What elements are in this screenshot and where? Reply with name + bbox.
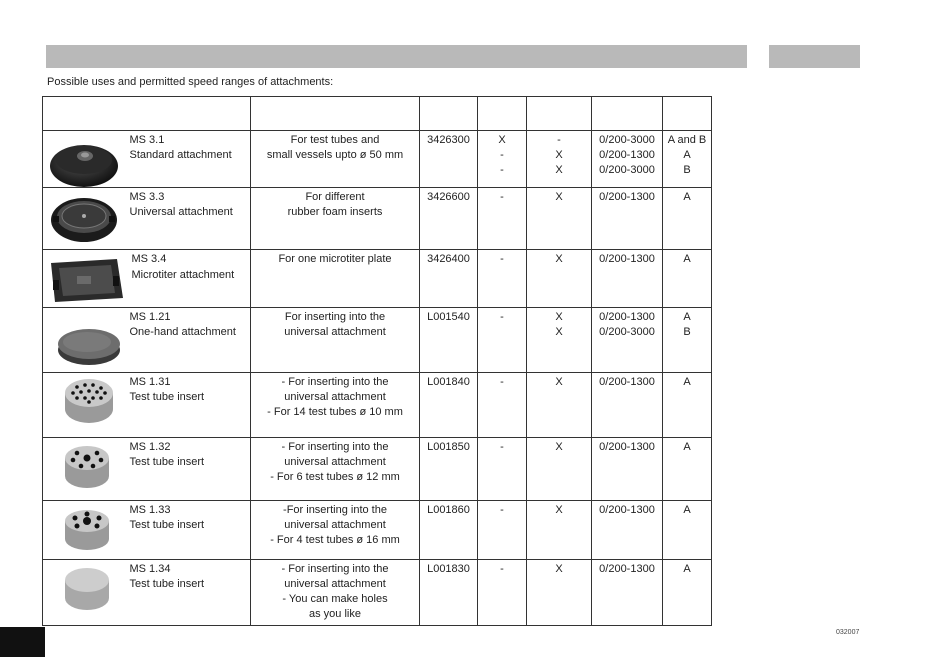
col4-value — [478, 560, 527, 626]
speed-range-line: 0/200-1300 — [599, 563, 655, 575]
mode-value-line: B — [683, 326, 691, 338]
col5-value-line: X — [555, 311, 563, 323]
use-description-line: - For inserting into the — [281, 376, 389, 388]
use-description — [251, 188, 420, 250]
use-description-line: rubber foam inserts — [287, 206, 383, 218]
attachment-type: Microtiter attachment — [131, 269, 235, 281]
speed-range — [592, 188, 663, 250]
col4-value-line: - — [500, 563, 504, 575]
use-description-line: universal attachment — [284, 578, 386, 590]
standard-attachment-icon — [49, 135, 119, 189]
mode-value — [663, 188, 712, 250]
attachment-model: MS 3.3 — [129, 191, 165, 203]
use-description — [251, 250, 420, 308]
mode-value-line: B — [683, 164, 691, 176]
use-description-line: - For 4 test tubes ø 16 mm — [270, 534, 400, 546]
use-description-line: small vessels upto ø 50 mm — [266, 149, 404, 161]
order-number: 3426400 — [420, 250, 478, 308]
use-description-line: - For 14 test tubes ø 10 mm — [267, 406, 403, 418]
col4-value-line: - — [500, 376, 504, 388]
col5-value — [527, 131, 592, 188]
use-description — [251, 131, 420, 188]
col4-value — [478, 188, 527, 250]
attachment-image-cell — [43, 131, 127, 188]
attachment-name-cell — [127, 188, 251, 250]
header-side-bar — [769, 45, 860, 68]
attachments-table — [42, 96, 712, 626]
table-row — [43, 438, 712, 501]
attachment-image-cell — [43, 501, 127, 560]
speed-range-line: 0/200-3000 — [599, 164, 655, 176]
attachment-type: Standard attachment — [129, 149, 232, 161]
mode-value — [663, 250, 712, 308]
col5-value-line: X — [555, 441, 563, 453]
microtiter-attachment-icon — [47, 254, 127, 306]
col4-value — [478, 308, 527, 373]
attachment-model: MS 1.31 — [129, 376, 171, 388]
col5-value — [527, 308, 592, 373]
attachment-image-cell — [43, 373, 127, 438]
table-row — [43, 188, 712, 250]
attachment-model: MS 3.1 — [129, 134, 165, 146]
mode-value — [663, 373, 712, 438]
attachment-type: Test tube insert — [129, 456, 205, 468]
speed-range — [592, 131, 663, 188]
mode-value — [663, 501, 712, 560]
header-bar — [46, 45, 747, 68]
use-description-line: - For 6 test tubes ø 12 mm — [270, 471, 400, 483]
col4-value-line: - — [500, 164, 504, 176]
speed-range — [592, 438, 663, 501]
attachment-type: Test tube insert — [129, 519, 205, 531]
order-number: 3426300 — [420, 131, 478, 188]
attachment-model: MS 3.4 — [131, 253, 167, 265]
col4-value-line: X — [498, 134, 506, 146]
col4-value-line: - — [500, 441, 504, 453]
use-description — [251, 373, 420, 438]
table-row — [43, 373, 712, 438]
col4-value-line: - — [500, 149, 504, 161]
mode-value-line: A — [683, 504, 691, 516]
attachment-image-cell — [43, 560, 127, 626]
speed-range — [592, 560, 663, 626]
use-description-line: For test tubes and — [290, 134, 380, 146]
col5-value-line: X — [555, 326, 563, 338]
mode-value-line: A — [683, 191, 691, 203]
col4-value-line: - — [500, 253, 504, 265]
test-tube-insert-14-icon — [63, 377, 115, 427]
attachment-type: Test tube insert — [129, 391, 205, 403]
order-number: L001860 — [420, 501, 478, 560]
table-row — [43, 501, 712, 560]
page-code: 032007 — [836, 629, 860, 636]
mode-value-line: A — [683, 376, 691, 388]
mode-value-line: A — [683, 311, 691, 323]
col4-value — [478, 438, 527, 501]
use-description-line: -For inserting into the — [283, 504, 387, 516]
col5-value — [527, 373, 592, 438]
universal-attachment-icon — [49, 192, 119, 246]
use-description-line: For different — [305, 191, 365, 203]
mode-value-line: A — [683, 441, 691, 453]
header-cell-attachment — [43, 97, 251, 131]
attachment-name-cell — [127, 131, 251, 188]
speed-range-line: 0/200-1300 — [599, 311, 655, 323]
col5-value-line: X — [555, 149, 563, 161]
col4-value — [478, 373, 527, 438]
speed-range-line: 0/200-1300 — [599, 191, 655, 203]
mode-value — [663, 131, 712, 188]
use-description-line: as you like — [309, 608, 361, 620]
attachment-model: MS 1.33 — [129, 504, 171, 516]
order-number: 3426600 — [420, 188, 478, 250]
col5-value-line: X — [555, 563, 563, 575]
speed-range-line: 0/200-3000 — [599, 326, 655, 338]
header-cell-col4 — [478, 97, 527, 131]
intro-text: Possible uses and permitted speed ranges of attachments: — [47, 76, 334, 88]
order-number: L001840 — [420, 373, 478, 438]
test-tube-insert-6-icon — [63, 442, 111, 492]
attachment-model: MS 1.32 — [129, 441, 171, 453]
mode-value-line: A — [683, 253, 691, 265]
use-description-line: - For inserting into the — [281, 563, 389, 575]
attachment-name-cell — [127, 560, 251, 626]
col4-value — [478, 131, 527, 188]
attachment-type: Universal attachment — [129, 206, 233, 218]
table-row — [43, 308, 712, 373]
use-description-line: For one microtiter plate — [278, 253, 392, 265]
col5-value-line: - — [557, 134, 561, 146]
header-cell-speed — [592, 97, 663, 131]
col4-value-line: - — [500, 504, 504, 516]
attachment-model: MS 1.21 — [129, 311, 171, 323]
mode-value — [663, 308, 712, 373]
col5-value — [527, 560, 592, 626]
table-row — [43, 131, 712, 188]
attachment-name-cell — [127, 250, 251, 308]
speed-range-line: 0/200-1300 — [599, 253, 655, 265]
attachment-model: MS 1.34 — [129, 563, 171, 575]
col4-value-line: - — [500, 191, 504, 203]
attachment-name-cell — [127, 438, 251, 501]
attachment-image-cell — [43, 250, 127, 308]
attachment-image-cell — [43, 188, 127, 250]
col4-value-line: - — [500, 311, 504, 323]
speed-range — [592, 308, 663, 373]
use-description — [251, 560, 420, 626]
speed-range — [592, 250, 663, 308]
order-number: L001830 — [420, 560, 478, 626]
use-description-line: universal attachment — [284, 456, 386, 468]
use-description-line: - You can make holes — [282, 593, 388, 605]
use-description — [251, 501, 420, 560]
header-cell-col5 — [527, 97, 592, 131]
use-description-line: universal attachment — [284, 519, 386, 531]
col5-value — [527, 438, 592, 501]
speed-range-line: 0/200-1300 — [599, 441, 655, 453]
corner-marker — [0, 627, 45, 657]
col5-value-line: X — [555, 253, 563, 265]
table-header-row — [43, 97, 712, 131]
col5-value — [527, 250, 592, 308]
col5-value-line: X — [555, 504, 563, 516]
mode-value-line: A — [683, 149, 691, 161]
speed-range-line: 0/200-3000 — [599, 134, 655, 146]
mode-value-line: A and B — [667, 134, 707, 146]
speed-range-line: 0/200-1300 — [599, 149, 655, 161]
col5-value-line: X — [555, 164, 563, 176]
col5-value — [527, 501, 592, 560]
attachment-type: One-hand attachment — [129, 326, 236, 338]
attachment-image-cell — [43, 438, 127, 501]
use-description-line: universal attachment — [284, 326, 386, 338]
use-description-line: universal attachment — [284, 391, 386, 403]
use-description-line: - For inserting into the — [281, 441, 389, 453]
speed-range-line: 0/200-1300 — [599, 376, 655, 388]
mode-value-line: A — [683, 563, 691, 575]
use-description-line: For inserting into the — [284, 311, 386, 323]
order-number: L001540 — [420, 308, 478, 373]
attachment-type: Test tube insert — [129, 578, 205, 590]
mode-value — [663, 560, 712, 626]
one-hand-attachment-icon — [57, 318, 121, 368]
blank-foam-insert-icon — [63, 564, 111, 614]
test-tube-insert-4-icon — [63, 505, 111, 555]
mode-value — [663, 438, 712, 501]
attachment-name-cell — [127, 501, 251, 560]
speed-range — [592, 373, 663, 438]
header-cell-mode — [663, 97, 712, 131]
attachment-name-cell — [127, 373, 251, 438]
speed-range-line: 0/200-1300 — [599, 504, 655, 516]
col4-value — [478, 250, 527, 308]
col5-value-line: X — [555, 376, 563, 388]
use-description — [251, 308, 420, 373]
use-description — [251, 438, 420, 501]
table-row — [43, 250, 712, 308]
col5-value-line: X — [555, 191, 563, 203]
attachment-name-cell — [127, 308, 251, 373]
table-row — [43, 560, 712, 626]
header-cell-code — [420, 97, 478, 131]
speed-range — [592, 501, 663, 560]
attachment-image-cell — [43, 308, 127, 373]
col4-value — [478, 501, 527, 560]
header-cell-use — [251, 97, 420, 131]
order-number: L001850 — [420, 438, 478, 501]
col5-value — [527, 188, 592, 250]
